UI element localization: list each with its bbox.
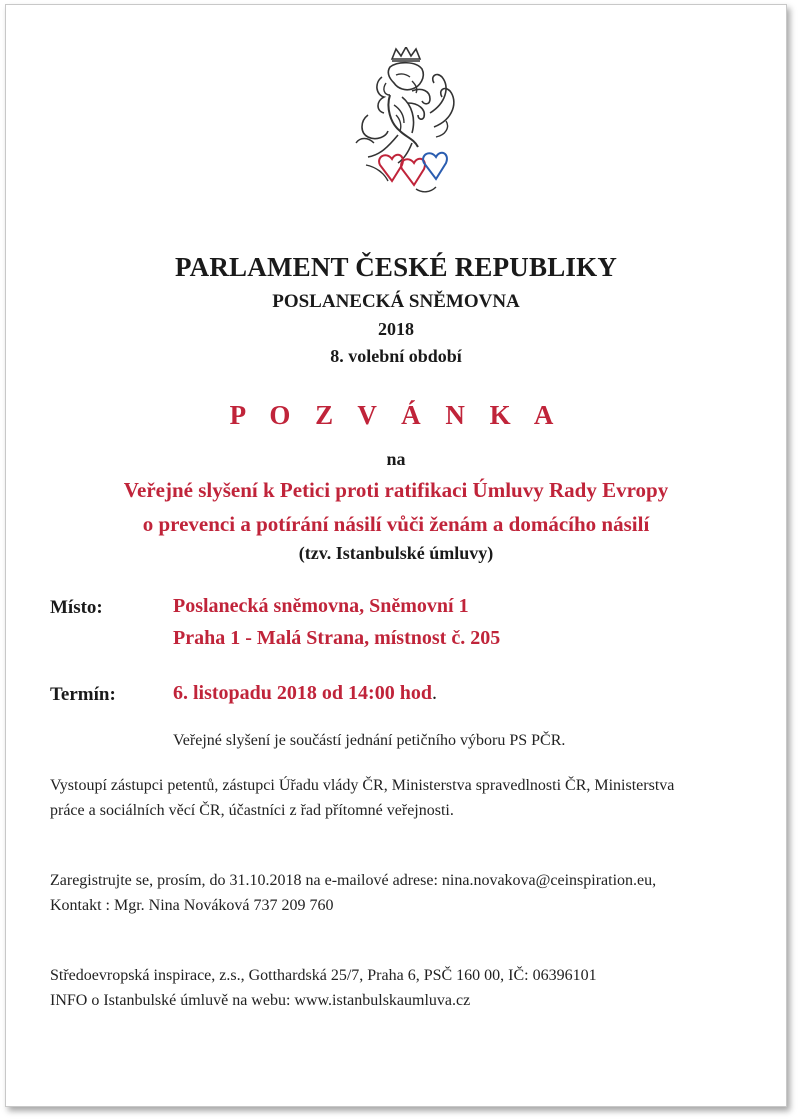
chamber-name: POSLANECKÁ SNĚMOVNA [272,291,520,312]
speakers-line-1: Vystoupí zástupci petentů, zástupci Úřadu vlády ČR, Ministerstva spravedlnosti ČR, Ministerstva [50,777,675,794]
hearing-note: Veřejné slyšení je součástí jednání petičního výboru PS PČR. [173,732,566,749]
subject-line-1: Veřejné slyšení k Petici proti ratifikaci Úmluvy Rady Evropy [123,478,669,502]
parliament-title: PARLAMENT ČESKÉ REPUBLIKY [174,252,618,282]
date-value-wrap [173,682,437,705]
date-period: . [431,682,437,704]
subject-line-3: (tzv. Istanbulské úmluvy) [298,543,494,563]
place-line-1: Poslanecká sněmovna, Sněmovní 1 [173,595,469,617]
place-line-2: Praha 1 - Malá Strana, místnost č. 205 [173,627,501,649]
invitation-preposition: na [386,449,406,469]
registration-line-2: Kontakt : Mgr. Nina Nováková 737 209 760 [50,897,334,914]
invitation-heading: P O Z V Á N K A [229,400,563,430]
electoral-term: 8. volební období [330,346,462,366]
place-label: Místo: [50,597,103,618]
footer-line-2: INFO o Istanbulské úmluvě na webu: www.istanbulskaumluva.cz [50,992,471,1009]
document-page [5,4,787,1107]
subject-line-2: o prevenci a potírání násilí vůči ženám a domácího násilí [142,512,650,536]
date-value: 6. listopadu 2018 od 14:00 hod [173,682,432,704]
date-label: Termín: [50,684,116,705]
footer-line-1: Středoevropská inspirace, z.s., Gotthardská 25/7, Praha 6, PSČ 160 00, IČ: 06396101 [50,967,597,984]
speakers-line-2: práce a sociálních věcí ČR, účastníci z řad přítomné veřejnosti. [50,802,454,819]
registration-line-1: Zaregistrujte se, prosím, do 31.10.2018 na e-mailové adrese: nina.novakova@ceinspiration.eu, [50,872,657,889]
czech-lion-emblem-icon [346,47,464,207]
year: 2018 [378,319,414,339]
